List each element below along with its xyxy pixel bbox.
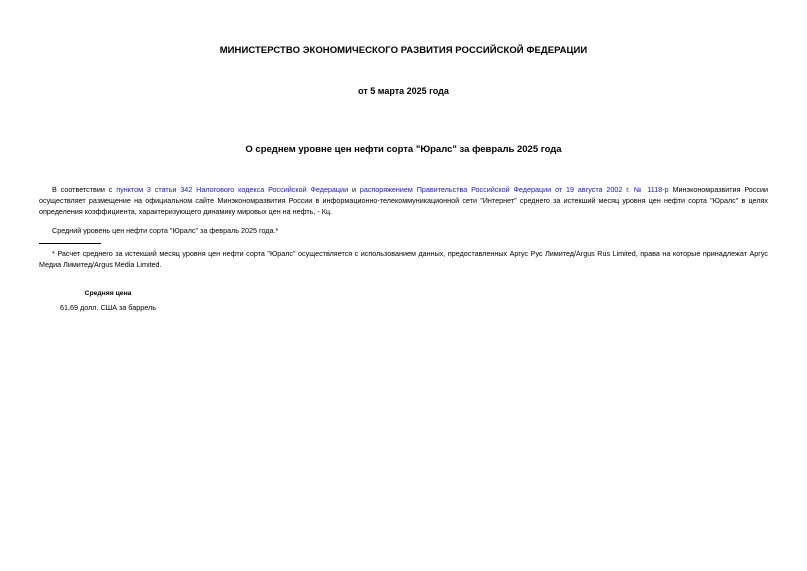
footnote-text: * Расчет среднего за истекший месяц уровня цен нефти сорта "Юралс" осуществляется с использованием данных, предоставленных Аргус Рус Лимитед/Argus Rus Limited, права на которые принадлежат Аргус Медиа Лимитед/Argus Media Limited. xyxy=(39,249,768,269)
ministry-heading: МИНИСТЕРСТВО ЭКОНОМИЧЕСКОГО РАЗВИТИЯ РОССИЙСКОЙ ФЕДЕРАЦИИ xyxy=(219,45,588,56)
price-table-value: 61,69 долл. США за баррель xyxy=(60,303,156,312)
body-rest: Минэкономразвития России осуществляет размещение на официальном сайте Минэкономразвития России в информационно-телекоммуникационной сети "Интернет" среднего за истекший месяц уровня цен нефти сорта "Юралс" в целях определения коэффициента, характеризующего динамику мировых цен на нефть, - Кц. xyxy=(39,185,769,216)
body-connector: и xyxy=(351,185,356,194)
document-date: от 5 марта 2025 года xyxy=(358,86,449,96)
body-intro: В соответствии с xyxy=(52,185,113,194)
tax-code-link[interactable]: пунктом 3 статьи 342 Налогового кодекса Российской Федерации xyxy=(116,185,349,194)
average-level-statement: Средний уровень цен нефти сорта "Юралс" за февраль 2025 года.* xyxy=(52,226,279,235)
price-table-header: Средняя цена xyxy=(84,290,132,297)
document-title: О среднем уровне цен нефти сорта "Юралс" за февраль 2025 года xyxy=(245,144,562,155)
government-order-link[interactable]: распоряжением Правительства Российской Федерации от 19 августа 2002 г. № 1118-р xyxy=(359,185,669,194)
body-paragraph xyxy=(39,184,768,217)
footnote-divider xyxy=(39,243,101,244)
price-table xyxy=(52,290,164,312)
